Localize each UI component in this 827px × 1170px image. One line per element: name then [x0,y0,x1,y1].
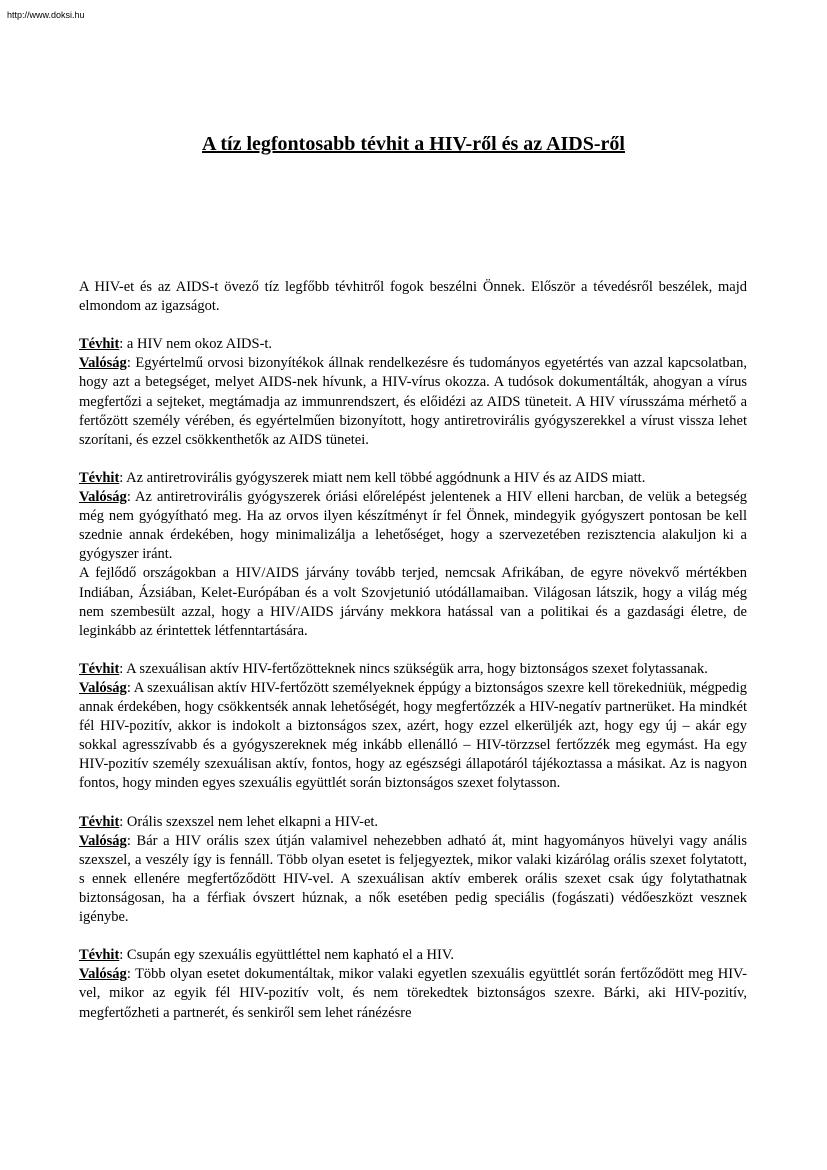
myth-paragraph [79,813,747,832]
myth-paragraph [79,946,747,965]
reality-text: : Bár a HIV orális szex útján valamivel nehezebben adható át, mint hagyományos hüvelyi vagy anális szexszel, a veszély így is fennáll. Több olyan esetet is feljegyeztek, mikor valaki kizárólag orális szexet folytatott, s ennek ellenére megfertőződött HIV-vel. A szexuálisan aktív emberek orális szexet csak úgy folytathatnak biztonságosan, ha a férfiak óvszert húznak, a nők esetében pedig speciális (fogászati) védőeszközt vesznek igénybe. [79,832,747,926]
reality-paragraph [79,965,747,1022]
reality-paragraph [79,488,747,564]
myth-label: Tévhit [79,469,120,486]
myth-text: : Csupán egy szexuális együttléttel nem kapható el a HIV. [119,947,455,964]
reality-text: : Egyértelmű orvosi bizonyítékok állnak rendelkezésre és tudományos egyetértés van azzal kapcsolatban, hogy azt a betegséget, melyet AIDS-nek hívunk, a HIV-vírus okozza. A tudósok dokumentálták, ahogyan a vírus megfertőzi a sejteket, megtámadja az immunrendszert, és előidézi az AIDS tüneteit. A HIV vírusszáma mérhető a fertőzött személy vérében, és egyértelműen bizonyított, hogy antiretrovirális gyógyszerekkel a vírust vissza lehet szorítani, és ezzel csökkenthetők az AIDS tünetei. [79,355,747,448]
reality-paragraph [79,679,747,794]
reality-text: : Több olyan esetet dokumentáltak, mikor valaki egyetlen szexuális együttlét során fertőződött meg HIV-vel, mikor az egyik fél HIV-pozitív volt, és nem törekedtek biztonságos szexre. Bárki, aki HIV-pozitív, megfertőzheti a partnerét, és senkiről sem lehet ránézésre [79,966,747,1021]
source-url[interactable]: http://www.doksi.hu [7,10,85,20]
myth-text: : Orális szexszel nem lehet elkapni a HIV-et. [119,813,379,830]
myth-label: Tévhit [79,336,120,353]
myth-paragraph [79,660,747,679]
myth-text: : a HIV nem okoz AIDS-t. [119,336,273,353]
document-body [79,278,747,1023]
myth-text: : Az antiretrovirális gyógyszerek miatt nem kell többé aggódnunk a HIV és az AIDS miatt. [119,469,646,486]
reality-text: : Az antiretrovirális gyógyszerek óriási előrelépést jelentenek a HIV elleni harcban, de velük a betegség még nem gyógyítható meg. Ha az orvos ilyen készítményt ír fel Önnek, mindegyik gyógyszert pontosan be kell szednie annak érdekében, hogy minimalizálja a lehetőséget, hogy a szervezetében rezisztencia alakuljon ki a gyógyszer iránt. [79,489,747,563]
myth-label: Tévhit [79,813,120,830]
extra-paragraph: A fejlődő országokban a HIV/AIDS járvány tovább terjed, nemcsak Afrikában, de egyre növekvő mértékben Indiában, Ázsiában, Kelet-Európában és a volt Szovjetunió utódállamaiban. Világosan látszik, hogy a világ még nem szembesült azzal, hogy a HIV/AIDS járvány mekkora hatással van a politikai és a gazdasági életre, de leginkább az érintettek létfenntartására. [79,565,747,639]
reality-label: Valóság [79,355,127,372]
myth-paragraph [79,469,747,488]
document-title: A tíz legfontosabb tévhit a HIV-ről és az AIDS-ről [202,133,625,155]
reality-text: : A szexuálisan aktív HIV-fertőzött személyeknek éppúgy a biztonságos szexre kell törekedniük, mégpedig annak érdekében, hogy csökkentsék annak lehetőségét, hogy megfertőzzék a HIV-negatív partnerüket. Ha mindkét fél HIV-pozitív, akkor is indokolt a biztonságos szex, azért, hogy ezzel elkerüljék azt, hogy egy új – akár egy sokkal agresszívabb és a gyógyszereknek még inkább ellenálló – HIV-törzzsel fertőzzék meg egymást. Ha egy HIV-pozitív személy szexuálisan aktív, fontos, hogy az egészségi állapotáról tájékoztassa a másikat. Az is nagyon fontos, hogy minden egyes szexuális együttlét során biztonságos szexet folytasson. [79,679,747,792]
reality-label: Valóság [79,679,127,696]
reality-paragraph [79,354,747,449]
intro-paragraph: A HIV-et és az AIDS-t övező tíz legfőbb tévhitről fogok beszélni Önnek. Először a tévedésről beszélek, majd elmondom az igazságot. [79,279,747,315]
myth-label: Tévhit [79,660,120,677]
reality-paragraph [79,832,747,927]
reality-label: Valóság [79,489,127,506]
reality-label: Valóság [79,832,127,849]
reality-label: Valóság [79,966,127,983]
myth-paragraph [79,335,747,354]
myth-text: : A szexuálisan aktív HIV-fertőzötteknek nincs szükségük arra, hogy biztonságos szexet folytassanak. [119,660,708,677]
myth-label: Tévhit [79,947,120,964]
